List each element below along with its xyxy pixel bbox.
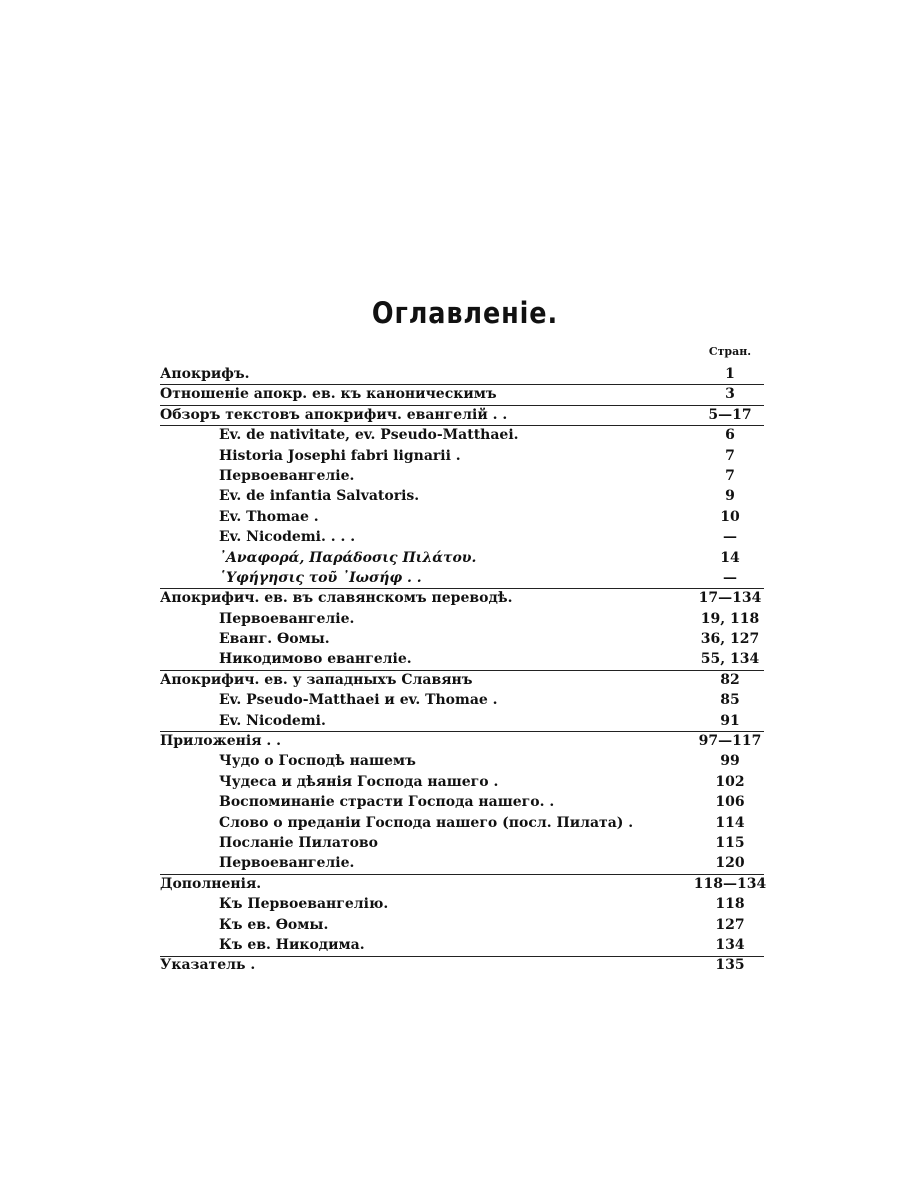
toc-entry-title: Чудо о Господѣ нашемъ — [219, 753, 416, 770]
toc-page-number: 114 — [715, 814, 745, 831]
toc-entry-title: Чудеса и дѣянія Господа нашего . — [219, 773, 499, 790]
toc-page-number: 17—134 — [698, 590, 762, 607]
toc-entry-title: Еванг. Ѳомы. — [219, 631, 330, 648]
toc-entry-title: Ev. Nicodemi. — [219, 712, 326, 729]
toc-subsection-row — [0, 649, 900, 669]
toc-page-number: 85 — [720, 692, 740, 709]
toc-page-number: 5—17 — [708, 406, 752, 423]
toc-subsection-row — [0, 446, 900, 466]
toc-entry-title: Первоевангеліе. — [219, 610, 355, 627]
toc-entry-title: Обзоръ текстовъ апокрифич. евангелій . . — [160, 406, 508, 423]
toc-entry-title: Ev. Thomae . — [219, 508, 319, 525]
toc-page-number: 10 — [720, 508, 740, 525]
toc-page-number: 135 — [715, 957, 745, 974]
toc-entry-title: Дополненія. — [160, 875, 262, 892]
toc-page-number: 82 — [720, 671, 740, 688]
toc-subsection-row — [0, 466, 900, 486]
toc-subsection-row — [0, 527, 900, 547]
toc-page-number: 55, 134 — [700, 651, 760, 668]
toc-page-number: 118 — [715, 896, 745, 913]
toc-entry-title: Слово о преданіи Господа нашего (посл. Пилата) . — [219, 814, 634, 831]
toc-entry-title: Апокрифъ. — [160, 366, 250, 382]
toc-page-number: 102 — [715, 773, 745, 790]
toc-subsection-row — [0, 772, 900, 792]
page-title: Оглавленіе. — [371, 296, 559, 330]
toc-entry-title: Ev. de nativitate, ev. Pseudo-Matthaei. — [219, 427, 519, 444]
toc-entry-title: Никодимово евангеліе. — [219, 651, 412, 668]
toc-subsection-row — [0, 853, 900, 873]
toc-page-number: 19, 118 — [700, 610, 760, 627]
toc-entry-title: Ev. de infantia Salvatoris. — [219, 488, 420, 505]
toc-section-row — [0, 955, 900, 975]
toc-page-number: 120 — [715, 855, 745, 872]
toc-page-number: 7 — [725, 447, 735, 464]
toc-entry-title: ῾Υφήγησις τοῦ ᾿Ιωσήφ . . — [219, 569, 422, 586]
toc-subsection-row — [0, 486, 900, 506]
toc-page-number: 36, 127 — [700, 631, 760, 648]
toc-subsection-row — [0, 609, 900, 629]
toc-entry-title: Ev. Pseudo-Matthaei и ev. Thomae . — [219, 692, 498, 709]
section-divider-rule — [160, 384, 764, 385]
toc-entry-title: Приложенія . . — [160, 733, 282, 750]
toc-section-row — [0, 405, 900, 425]
toc-subsection-row — [0, 751, 900, 771]
toc-entry-title: Указатель . — [160, 957, 256, 974]
toc-section-row — [0, 384, 900, 404]
toc-entry-title: Къ ев. Ѳомы. — [219, 916, 329, 933]
toc-page-number: 97—117 — [698, 733, 762, 750]
toc-page-number: 99 — [720, 753, 740, 770]
toc-subsection-row — [0, 425, 900, 445]
section-divider-rule — [160, 405, 764, 406]
toc-page-number: 118—134 — [693, 875, 767, 892]
toc-entry-title: Первоевангеліе. — [219, 855, 355, 872]
section-divider-rule — [160, 874, 764, 875]
toc-page-number: 115 — [715, 834, 745, 851]
toc-entry-title: Historia Josephi fabri lignarii . — [219, 447, 461, 464]
toc-page-number: — — [723, 569, 737, 586]
toc-entry-title: Воспоминаніе страсти Господа нашего. . — [219, 794, 555, 811]
section-divider-rule — [160, 425, 764, 426]
toc-page-number: 7 — [725, 467, 735, 484]
toc-entry-title: Ev. Nicodemi. . . . — [219, 529, 356, 546]
toc-subsection-row — [0, 792, 900, 812]
page-column-header: Стран. — [708, 345, 752, 358]
toc-entry-title: Апокрифич. ев. въ славянскомъ переводѣ. — [160, 590, 513, 607]
toc-entry-title: Къ ев. Никодима. — [219, 936, 365, 953]
toc-page-number: 14 — [720, 549, 740, 566]
toc-subsection-row — [0, 711, 900, 731]
toc-subsection-row — [0, 690, 900, 710]
toc-entry-title: Посланіе Пилатово — [219, 834, 378, 851]
toc-entry-title: Апокрифич. ев. у западныхъ Славянъ — [160, 671, 473, 688]
toc-subsection-row — [0, 548, 900, 568]
section-divider-rule — [160, 588, 764, 589]
section-divider-rule — [160, 731, 764, 732]
toc-subsection-row — [0, 833, 900, 853]
table-of-contents — [0, 364, 900, 976]
toc-page-number: — — [723, 529, 737, 546]
toc-section-row — [0, 364, 900, 384]
toc-subsection-row — [0, 568, 900, 588]
toc-page-number: 91 — [720, 712, 740, 729]
toc-subsection-row — [0, 629, 900, 649]
toc-page-number: 127 — [715, 916, 745, 933]
toc-section-row — [0, 874, 900, 894]
toc-page-number: 1 — [725, 366, 735, 382]
toc-subsection-row — [0, 894, 900, 914]
toc-entry-title: Къ Первоевангелію. — [219, 896, 389, 913]
toc-page-number: 9 — [725, 488, 735, 505]
toc-page-number: 134 — [715, 936, 745, 953]
toc-section-row — [0, 588, 900, 608]
toc-page-number: 3 — [725, 386, 735, 403]
toc-entry-title: Отношеніе апокр. ев. къ каноническимъ — [160, 386, 497, 403]
toc-section-row — [0, 731, 900, 751]
section-divider-rule — [160, 670, 764, 671]
toc-subsection-row — [0, 507, 900, 527]
toc-subsection-row — [0, 915, 900, 935]
toc-page-number: 106 — [715, 794, 745, 811]
toc-subsection-row — [0, 935, 900, 955]
toc-section-row — [0, 670, 900, 690]
toc-subsection-row — [0, 813, 900, 833]
section-divider-rule — [160, 956, 764, 957]
toc-entry-title: Первоевангеліе. — [219, 467, 355, 484]
toc-entry-title: ᾿Αναφορά, Παράδοσις Πιλάτου. — [219, 549, 477, 566]
toc-page-number: 6 — [725, 427, 735, 444]
